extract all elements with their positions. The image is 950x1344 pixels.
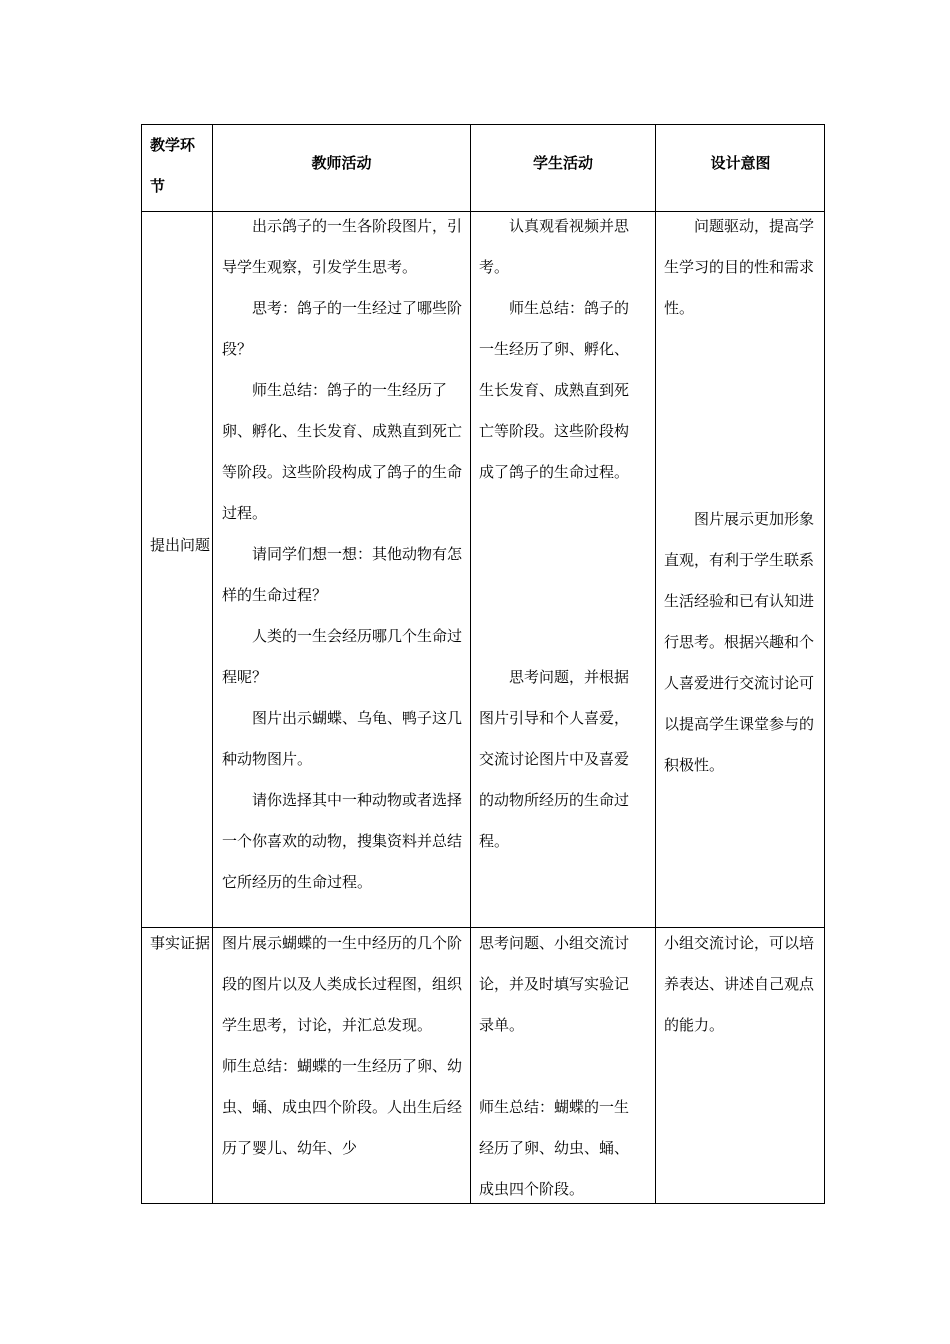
intent-paragraph: 问题驱动，提高学生学习的目的性和需求性。 (664, 217, 815, 317)
student-paragraph: 认真观看视频并思考。 (479, 217, 630, 276)
teacher-paragraph: 图片出示蝴蝶、乌龟、鸭子这几种动物图片。 (222, 709, 463, 768)
design-intent-cell (664, 923, 820, 1046)
teacher-activity-cell (222, 923, 465, 1203)
column-divider (212, 125, 213, 1203)
header-student-activity: 学生活动 (532, 154, 593, 172)
header-stage: 教学环节 (150, 136, 196, 195)
column-divider (470, 125, 471, 1203)
teacher-paragraph: 请同学们想一想：其他动物有怎样的生命过程？ (222, 545, 463, 604)
teacher-paragraph: 思考：鸽子的一生经过了哪些阶段？ (222, 299, 463, 358)
student-paragraph: 思考问题，并根据图片引导和个人喜爱，交流讨论图片中及喜爱的动物所经历的生命过程。 (479, 668, 630, 850)
student-paragraph: 师生总结：鸽子的一生经历了卵、孵化、生长发育、成熟直到死亡等阶段。这些阶段构成了鸽子的生命过程。 (479, 299, 630, 481)
stage-label: 提出问题 (150, 536, 210, 554)
design-intent-cell (664, 499, 820, 786)
design-intent-cell (664, 206, 820, 329)
student-activity-cell (479, 657, 636, 862)
teacher-paragraph: 师生总结：蝴蝶的一生经历了卵、幼虫、蛹、成虫四个阶段。人出生后经历了婴儿、幼年、少 (222, 1057, 463, 1157)
lesson-plan-table (141, 124, 825, 1204)
student-paragraph: 思考问题、小组交流讨论，并及时填写实验记录单。 (479, 934, 630, 1034)
teacher-paragraph: 图片展示蝴蝶的一生中经历的几个阶段的图片以及人类成长过程图，组织学生思考，讨论，并汇总发现。 (222, 934, 463, 1034)
teacher-paragraph: 人类的一生会经历哪几个生命过程呢？ (222, 627, 463, 686)
stage-label: 事实证据 (150, 934, 210, 952)
header-teacher-activity: 教师活动 (311, 154, 372, 172)
student-paragraph: 师生总结：蝴蝶的一生经历了卵、幼虫、蛹、成虫四个阶段。 (479, 1098, 630, 1198)
student-activity-cell (479, 923, 636, 1210)
teacher-paragraph: 师生总结：鸽子的一生经历了卵、孵化、生长发育、成熟直到死亡等阶段。这些阶段构成了鸽子的生命过程。 (222, 381, 463, 522)
student-activity-cell (479, 206, 636, 493)
column-divider (655, 125, 656, 1203)
teacher-paragraph: 出示鸽子的一生各阶段图片，引导学生观察，引发学生思考。 (222, 217, 463, 276)
intent-paragraph: 小组交流讨论，可以培养表达、讲述自己观点的能力。 (664, 934, 815, 1034)
teacher-paragraph: 请你选择其中一种动物或者选择一个你喜欢的动物，搜集资料并总结它所经历的生命过程。 (222, 791, 463, 891)
header-design-intent: 设计意图 (710, 154, 771, 172)
teacher-activity-cell (222, 206, 465, 903)
intent-paragraph: 图片展示更加形象直观，有利于学生联系生活经验和已有认知进行思考。根据兴趣和个人喜爱进行交流讨论可以提高学生课堂参与的积极性。 (664, 510, 815, 774)
